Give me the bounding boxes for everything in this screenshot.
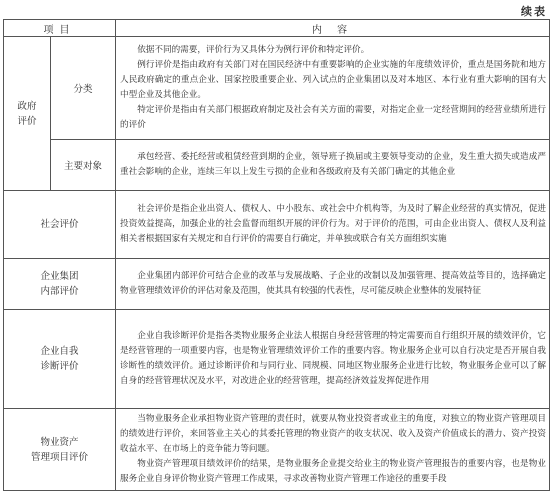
group-label-cell	[4, 259, 116, 310]
group-para-1: 企业集团内部评价可结合企业的改革与发展战略、子企业的改制以及加强管理、提高效益等目的，选择确定物业管理绩效评价的评估对象及范围，使其具有较强的代表性，尽可能反映企业整体的发展特征	[120, 271, 546, 296]
header-item: 项目	[4, 20, 116, 37]
table-row	[4, 37, 550, 140]
gov-targets-para-1: 承包经营、委托经营或租赁经营到期的企业，领导班子换届或主要领导变动的企业，发生重大损失或造成严重社会影响的企业，连续三年以上发生亏损的企业和各级政府及有关部门确定的其他企业	[120, 152, 546, 177]
table-row	[4, 140, 550, 191]
asset-label-cell	[4, 409, 116, 491]
gov-targets-label: 主要对象	[51, 140, 116, 191]
asset-para-2: 物业资产管理项目绩效评价的结果，是物业服务企业提交给业主的物业资产管理报告的重要内容，也是物业服务企业自身评价物业资产管理工作成果，寻求改善物业资产管理工作途径的重要手段	[120, 459, 546, 484]
social-label: 社会评价	[4, 191, 116, 259]
self-label-cell	[4, 310, 116, 409]
asset-content	[116, 409, 550, 491]
table-row	[4, 191, 550, 259]
continued-label: 续表	[521, 5, 547, 18]
gov-label-cell	[4, 37, 51, 191]
gov-classification-content	[116, 37, 550, 140]
gov-classification-para-3: 特定评价是指由有关部门根据政府制定及社会有关方面的需要，对指定企业一定经营期间的经营业绩所进行的评价	[120, 105, 546, 130]
asset-para-1: 当物业服务企业承担物业资产管理的责任时，就要从物业投资者或业主的角度，对独立的物业资产管理项目的绩效进行评价，来回答业主关心的其委托管理的物业资产的收支状况、收入及资产价值成长的潜力、资产投资收益水平、在市场上的竞争能力等问题。	[120, 414, 546, 454]
self-label-line1: 企业自我	[40, 346, 79, 357]
social-content	[116, 191, 550, 259]
table-row	[4, 259, 550, 310]
self-para-1: 企业自我诊断评价是指各类物业服务企业法人根据自身经营管理的特定需要而自行组织开展的绩效评价，它是经营管理的一项重要内容，也是物业管理绩效评价工作的重要内容。物业服务企业可以自行决定是否开展自我诊断性的绩效评价。通过诊断评价和与同行业、同规模、同地区物业服务企业进行比较，物业服务企业可以了解自身的经营管理状况及水平，对改进企业的经营管理，提高经济效益发挥促进作用	[120, 331, 546, 386]
asset-label-line2: 管理项目评价	[30, 451, 88, 463]
header-content: 内 容	[116, 20, 550, 37]
self-content	[116, 310, 550, 409]
self-label-line2: 诊断评价	[40, 361, 79, 372]
social-para-1: 社会评价是指企业出资人、债权人、中小股东、或社会中介机构等，为及时了解企业经营的真实情况，促进投资效益提高，加强企业的社会监督而组织开展的评价行为。对于评价的范围，可由企业出资人、债权人及利益相关者根据国家有关规定和自行评价的需要自行确定，并单独或联合有关方面组织实施	[120, 204, 546, 244]
group-content	[116, 259, 550, 310]
gov-targets-content	[116, 140, 550, 191]
gov-classification-para-2: 例行评价是指由政府有关部门对在国民经济中有重要影响的企业实施的年度绩效评价，重点是国务院和地方人民政府确定的重点企业、国家控股重要企业、列入试点的企业集团以及对本地区、本行业有重大影响的国有大中型企业及其他企业。	[120, 60, 546, 100]
gov-classification-para-1: 依据不同的需要，评价行为又具体分为例行评价和特定评价。	[137, 45, 370, 55]
table-row	[4, 310, 550, 409]
asset-label-line1: 物业资产	[40, 436, 79, 448]
group-label-line1: 企业集团	[40, 271, 79, 282]
gov-label-line2: 评价	[17, 115, 37, 127]
gov-classification-label: 分类	[51, 37, 116, 140]
table-row	[4, 409, 550, 491]
evaluation-types-table	[3, 19, 550, 491]
table-header-row	[4, 20, 550, 37]
group-label-line2: 内部评价	[40, 286, 79, 297]
gov-label-line1: 政府	[17, 100, 37, 112]
